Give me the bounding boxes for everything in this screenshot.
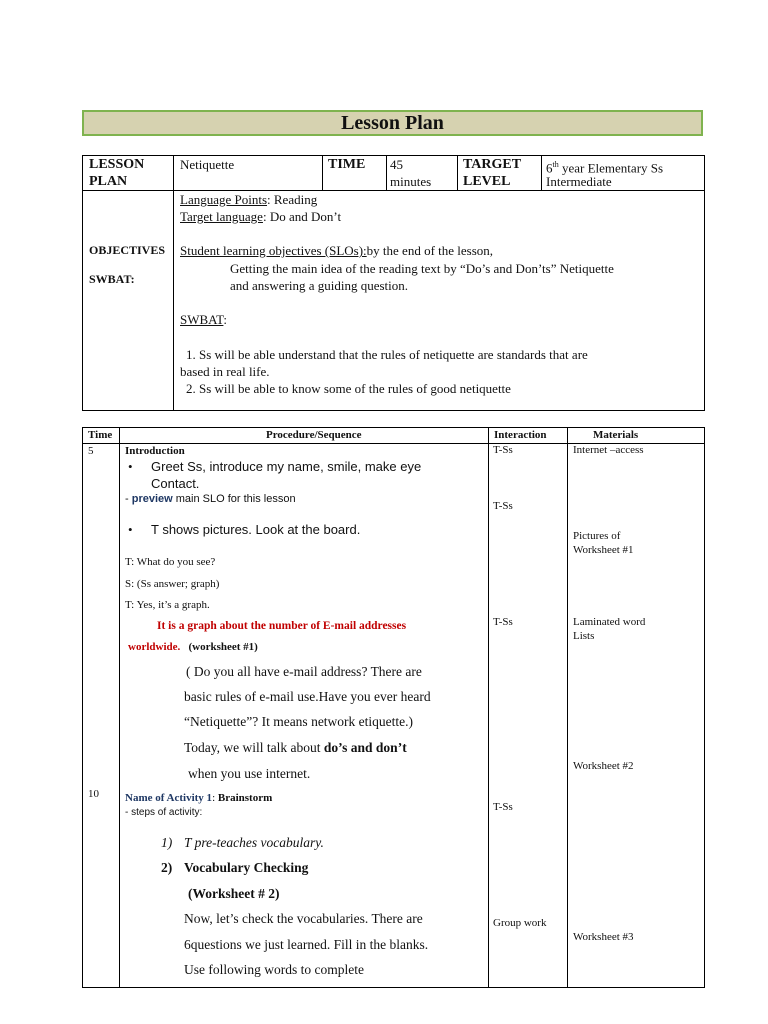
intro-heading: Introduction bbox=[125, 445, 185, 457]
language-points-value: : Reading bbox=[267, 192, 318, 207]
worksheet-1-ref: (worksheet #1) bbox=[188, 641, 258, 653]
swbat-heading-text: SWBAT bbox=[180, 312, 224, 327]
interaction-cell-5: Group work bbox=[493, 917, 547, 929]
target-label: TARGET bbox=[463, 157, 522, 172]
preview-line bbox=[125, 493, 296, 506]
level-label: LEVEL bbox=[463, 174, 511, 189]
material-cell-4: Worksheet #2 bbox=[573, 760, 634, 772]
target-level-line2: Intermediate bbox=[546, 174, 612, 189]
lesson-label: LESSON bbox=[89, 157, 145, 172]
swbat-heading bbox=[180, 312, 227, 328]
slo-line-3: and answering a guiding question. bbox=[230, 278, 408, 293]
column-header-interaction: Interaction bbox=[494, 429, 547, 441]
time-label: TIME bbox=[328, 157, 366, 172]
dialog-line-2: S: (Ss answer; graph) bbox=[125, 578, 220, 590]
graph-sentence-line-2 bbox=[128, 641, 258, 654]
column-header-procedure: Procedure/Sequence bbox=[266, 429, 362, 441]
step-1-num: 1) bbox=[161, 835, 173, 850]
target-language bbox=[180, 209, 341, 225]
objective-item-1-cont: based in real life. bbox=[180, 364, 270, 379]
interaction-cell-2: T-Ss bbox=[493, 500, 513, 512]
para-line-2: basic rules of e-mail use.Have you ever heard bbox=[184, 689, 431, 704]
time-value: 45 bbox=[390, 157, 403, 172]
step-2-text: Vocabulary Checking bbox=[184, 860, 309, 875]
column-header-time: Time bbox=[88, 429, 113, 441]
plan-label: PLAN bbox=[89, 174, 128, 189]
check-line-1: Now, let’s check the vocabularies. There are bbox=[184, 911, 423, 926]
dialog-line-1: T: What do you see? bbox=[125, 556, 216, 568]
activity-colon: : bbox=[212, 792, 218, 804]
material-cell-1: Internet –access bbox=[573, 444, 644, 456]
material-cell-3b: Lists bbox=[573, 630, 595, 642]
graph-sentence-line-1: It is a graph about the number of E-mail addresses bbox=[157, 620, 407, 632]
para-line-4-b: do’s and don’t bbox=[323, 740, 407, 755]
column-header-materials: Materials bbox=[593, 429, 639, 441]
slo-value: by the end of the lesson, bbox=[366, 243, 494, 258]
step-2-sub: (Worksheet # 2) bbox=[188, 886, 280, 901]
material-cell-2a: Pictures of bbox=[573, 530, 621, 542]
activity-line bbox=[125, 792, 272, 805]
para-line-1: ( Do you all have e-mail address? There are bbox=[186, 664, 422, 679]
material-cell-5: Worksheet #3 bbox=[573, 931, 634, 943]
para-line-5: when you use internet. bbox=[188, 766, 311, 781]
material-cell-3a: Laminated word bbox=[573, 616, 646, 628]
slo-label: Student learning objectives (SLOs): bbox=[180, 243, 367, 258]
step-2-num: 2) bbox=[161, 860, 173, 875]
time-unit: minutes bbox=[390, 174, 432, 189]
preview-rest: main SLO for this lesson bbox=[172, 493, 296, 505]
material-cell-2b: Worksheet #1 bbox=[573, 544, 634, 556]
language-points bbox=[180, 192, 317, 208]
interaction-cell-3: T-Ss bbox=[493, 616, 513, 628]
slo-line-2: Getting the main idea of the reading text by “Do’s and Don’ts” Netiquette bbox=[230, 261, 614, 276]
interaction-cell-1: T-Ss bbox=[493, 444, 513, 456]
para-line-3: “Netiquette”? It means network etiquette.) bbox=[184, 714, 414, 729]
dialog-line-3: T: Yes, it’s a graph. bbox=[125, 599, 210, 611]
bullet-2: • bbox=[128, 522, 133, 537]
swbat-colon: : bbox=[223, 312, 228, 327]
target-num: 6 bbox=[546, 160, 553, 176]
greet-line-1: Greet Ss, introduce my name, smile, make eye bbox=[151, 459, 422, 474]
preview-dash: - bbox=[125, 493, 132, 505]
objective-item-2: 2. Ss will be able to know some of the rules of good netiquette bbox=[186, 381, 511, 396]
target-sup: th bbox=[552, 160, 559, 169]
activity-label: Name of Activity 1 bbox=[125, 792, 213, 804]
steps-label: - steps of activity: bbox=[125, 807, 203, 818]
swbat-label: SWBAT: bbox=[89, 272, 135, 286]
objective-item-1: 1. Ss will be able understand that the rules of netiquette are standards that are bbox=[186, 347, 588, 362]
pictures-line: T shows pictures. Look at the board. bbox=[151, 522, 361, 537]
step-1-text: T pre-teaches vocabulary. bbox=[184, 835, 324, 850]
target-language-value: : Do and Don’t bbox=[262, 209, 342, 224]
target-rest: year Elementary Ss bbox=[558, 160, 664, 176]
greet-line-2: Contact. bbox=[151, 476, 200, 491]
language-points-label: Language Points bbox=[180, 192, 268, 207]
activity-name: Brainstorm bbox=[217, 792, 273, 804]
check-line-2: 6questions we just learned. Fill in the blanks. bbox=[184, 937, 429, 952]
objectives-label: OBJECTIVES bbox=[89, 243, 166, 257]
para-line-4-a: Today, we will talk about bbox=[184, 740, 324, 755]
para-line-4 bbox=[184, 740, 407, 756]
lesson-value: Netiquette bbox=[180, 157, 235, 172]
bullet-1: • bbox=[128, 459, 133, 474]
preview-word: preview bbox=[131, 493, 173, 505]
worldwide-text: worldwide. bbox=[128, 641, 181, 653]
target-language-label: Target language bbox=[180, 209, 263, 224]
page-title: Lesson Plan bbox=[82, 110, 703, 136]
check-line-3: Use following words to complete bbox=[184, 962, 364, 977]
interaction-cell-4: T-Ss bbox=[493, 801, 513, 813]
slo-line bbox=[180, 243, 493, 259]
time-cell-5: 5 bbox=[88, 445, 94, 457]
time-cell-10: 10 bbox=[88, 788, 99, 800]
